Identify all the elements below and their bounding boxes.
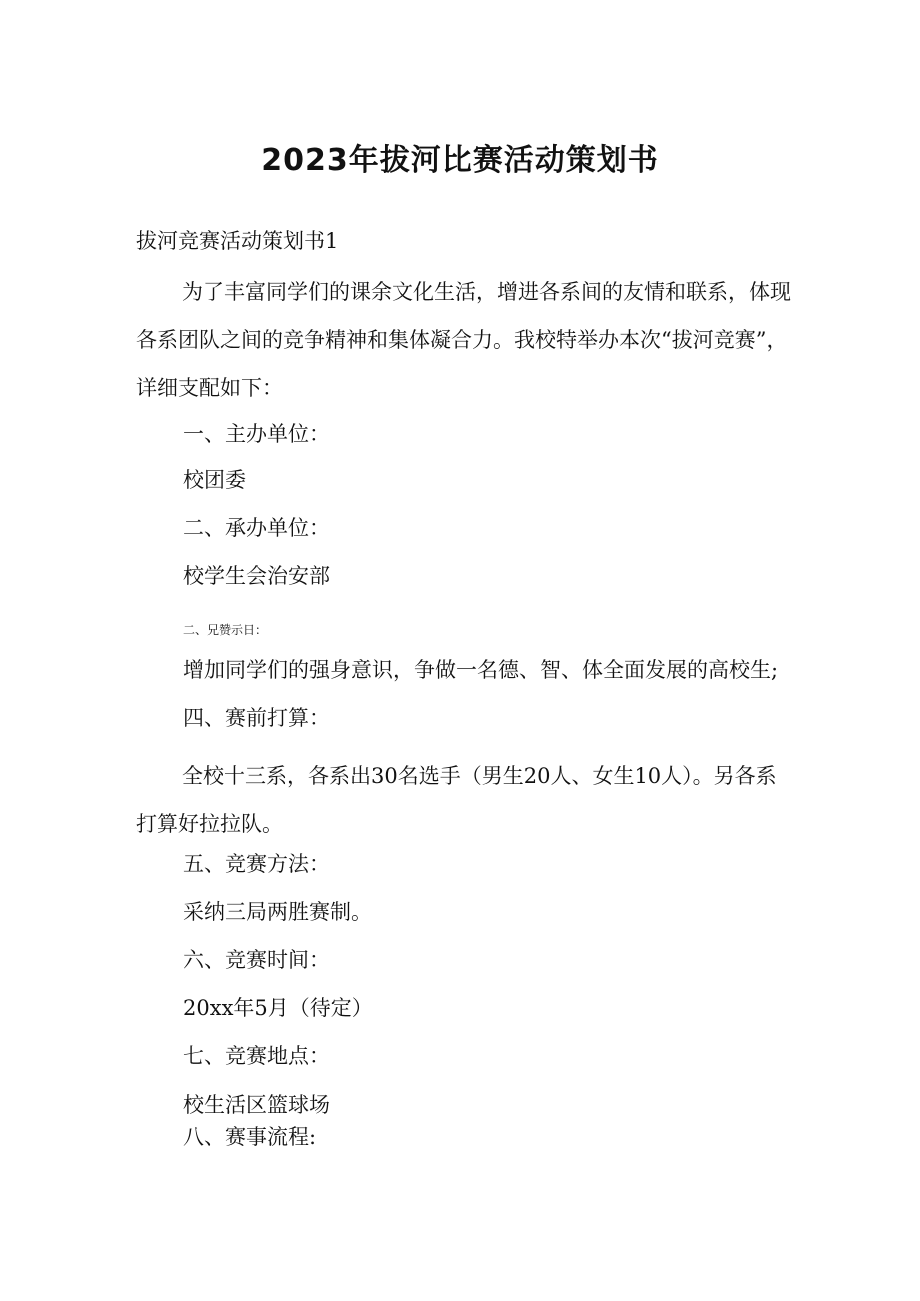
- document-subtitle: 拔河竞赛活动策划书1: [136, 229, 339, 253]
- section-content-undertaker: 校学生会治安部: [183, 564, 330, 588]
- section-content-time: 20xx年5月（待定）: [183, 996, 373, 1020]
- section-content-location: 校生活区篮球场: [183, 1093, 330, 1117]
- section-heading-location: 七、竞赛地点：: [183, 1044, 330, 1068]
- section-content-organizer: 校团委: [183, 468, 246, 492]
- section-content-purpose: 增加同学们的强身意识，争做一名德、智、体全面发展的高校生;: [183, 658, 779, 682]
- section-heading-preparation: 四、赛前打算：: [183, 706, 330, 730]
- intro-paragraph: 为了丰富同学们的课余文化生活，增进各系间的友情和联系，体现各系团队之间的竞争精神和集体凝合力。我校特举办本次“拔河竞赛”，详细支配如下：: [136, 280, 791, 400]
- section-heading-process: 八、赛事流程:: [183, 1125, 317, 1149]
- section-heading-undertaker: 二、承办单位：: [183, 516, 330, 540]
- section-content-preparation: 全校十三系，各系出30名选手（男生20人、女生10人）。另各系打算好拉拉队。: [136, 764, 777, 836]
- section-heading-purpose: 二、兄赞示日：: [183, 623, 268, 637]
- section-heading-organizer: 一、主办单位：: [183, 422, 330, 446]
- document-title: 2023年拔河比赛活动策划书: [261, 143, 659, 178]
- section-content-method: 采纳三局两胜赛制。: [183, 900, 372, 924]
- section-heading-method: 五、竞赛方法：: [183, 852, 330, 876]
- section-heading-time: 六、竞赛时间：: [183, 948, 330, 972]
